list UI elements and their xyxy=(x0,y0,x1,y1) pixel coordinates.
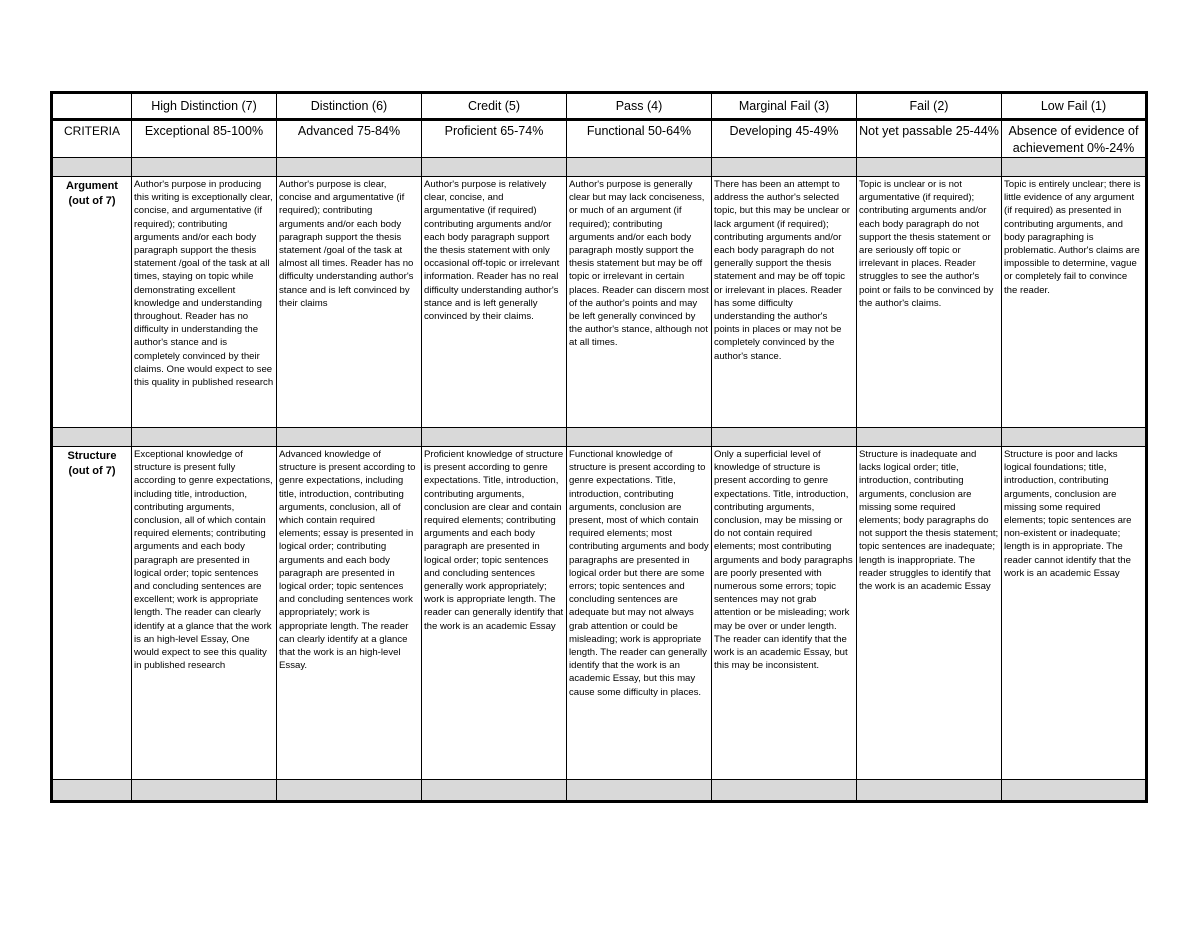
spacer-cell xyxy=(132,428,277,447)
spacer-cell xyxy=(712,428,857,447)
structure-distinction-cell: Advanced knowledge of structure is present according to genre expectations, including title, introduction, contributing arguments, conclusion, all of which contain required elements; essay is presented in logical order; contributing arguments and each body paragraph are presented in logical order; topic sentences and concluding sentences work appropriately; work is appropriate length. The reader can clearly identify at a glance that the work is an high-level Essay. xyxy=(277,447,422,780)
criterion-name: Argument xyxy=(66,180,118,192)
criteria-descriptor-row xyxy=(52,120,1147,158)
spacer-cell xyxy=(857,428,1002,447)
spacer-cell xyxy=(132,158,277,177)
spacer-cell xyxy=(52,780,132,802)
shaded-spacer-row xyxy=(52,428,1147,447)
header-high-distinction: High Distinction (7) xyxy=(132,93,277,120)
criterion-points: (out of 7) xyxy=(68,195,116,207)
structure-marginal-fail-cell: Only a superficial level of knowledge of structure is present according to genre expectations. Title, introduction, contributing arguments, conclusion, may be missing or do not contain required elements; most contributing arguments and body paragraphs are poorly presented with numerous some errors; topic sentences may not grab attention or be misleading; work may be over or under length. The reader can identify that the work is an academic Essay, but this may be inconsistent. xyxy=(712,447,857,780)
spacer-cell xyxy=(857,158,1002,177)
structure-fail-cell: Structure is inadequate and lacks logical order; title, introduction, contributing arguments, conclusion are missing some required elements; body paragraphs do not support the thesis statement; topic sentences are inadequate; length is inappropriate. The reader struggles to identify that the work is an academic Essay xyxy=(857,447,1002,780)
spacer-cell xyxy=(277,428,422,447)
descriptor-functional: Functional 50-64% xyxy=(567,120,712,158)
header-marginal-fail: Marginal Fail (3) xyxy=(712,93,857,120)
argument-pass-cell: Author's purpose is generally clear but may lack conciseness, or much of an argument (if required); contributing arguments and/or each body paragraph mostly support the thesis statement but may be off topic or irrelevant in certain places. Reader can discern most of the author's points and may be left generally convinced by the author's stance, although not at all times. xyxy=(567,177,712,428)
structure-row xyxy=(52,447,1147,780)
criterion-structure xyxy=(52,447,132,780)
structure-high-distinction-cell: Exceptional knowledge of structure is present fully according to genre expectations, including title, introduction, contributing arguments, conclusion, all of which contain required elements; contributing arguments and each body paragraph are presented in logical order; topic sentences and concluding sentences are excellent; work is appropriate length. The reader can clearly identify at a glance that the work is an high-level Essay, One would expect to see this quality in published research xyxy=(132,447,277,780)
rubric-table xyxy=(50,91,1148,803)
criterion-name: Structure xyxy=(67,450,117,462)
header-low-fail: Low Fail (1) xyxy=(1002,93,1147,120)
header-credit: Credit (5) xyxy=(422,93,567,120)
spacer-cell xyxy=(422,780,567,802)
structure-credit-cell: Proficient knowledge of structure is present according to genre expectations. Title, introduction, contributing arguments, conclusion are clear and contain required elements; contributing arguments and each body paragraph are presented in logical order; topic sentences and concluding sentences generally work appropriately; work is appropriate length. The reader can generally identify that the work is an academic Essay xyxy=(422,447,567,780)
spacer-cell xyxy=(52,428,132,447)
grade-header-row xyxy=(52,93,1147,120)
spacer-cell xyxy=(132,780,277,802)
criteria-label: CRITERIA xyxy=(52,120,132,158)
spacer-cell xyxy=(277,158,422,177)
criterion-argument xyxy=(52,177,132,428)
spacer-cell xyxy=(567,780,712,802)
spacer-cell xyxy=(1002,158,1147,177)
descriptor-developing: Developing 45-49% xyxy=(712,120,857,158)
header-pass: Pass (4) xyxy=(567,93,712,120)
descriptor-proficient: Proficient 65-74% xyxy=(422,120,567,158)
spacer-cell xyxy=(1002,780,1147,802)
descriptor-not-yet-passable: Not yet passable 25-44% xyxy=(857,120,1002,158)
spacer-cell xyxy=(422,428,567,447)
argument-high-distinction-cell: Author's purpose in producing this writing is exceptionally clear, concise, and argumentative (if required); contributing arguments and/or each body paragraph support the thesis statement /goal of the task at all times, staying on topic while demonstrating excellent knowledge and understanding throughout. Reader has no difficulty in understanding the author's stance and is completely convinced by their claims. One would expect to see this quality in published research xyxy=(132,177,277,428)
criterion-points: (out of 7) xyxy=(68,465,116,477)
header-corner-cell xyxy=(52,93,132,120)
argument-row xyxy=(52,177,1147,428)
argument-distinction-cell: Author's purpose is clear, concise and argumentative (if required); contributing arguments and/or each body paragraph support the thesis statement /goal of the task at almost all times. Reader has no difficulty understanding author's stance and is left convinced by their claims xyxy=(277,177,422,428)
structure-pass-cell: Functional knowledge of structure is present according to genre expectations. Title, introduction, contributing arguments, conclusion are present, most of which contain required elements; most contributing arguments and body paragraphs are presented in logical order but there are some errors; topic sentences and concluding sentences are adequate but may not always grab attention or could be misleading; work is appropriate length. The reader can generally identify that the work is an academic Essay, but this may cause some difficulty in places. xyxy=(567,447,712,780)
spacer-cell xyxy=(567,158,712,177)
spacer-cell xyxy=(567,428,712,447)
structure-low-fail-cell: Structure is poor and lacks logical foundations; title, introduction, contributing arguments, conclusion are missing some required elements; topic sentences are non-existent or inadequate; length is in appropriate. The reader cannot identify that the work is an academic Essay xyxy=(1002,447,1147,780)
argument-fail-cell: Topic is unclear or is not argumentative (if required); contributing arguments and/or each body paragraph do not support the thesis statement or are seriously off topic or irrelevant in places. Reader struggles to see the author's point or fails to be convinced by the author's claims. xyxy=(857,177,1002,428)
descriptor-advanced: Advanced 75-84% xyxy=(277,120,422,158)
descriptor-exceptional: Exceptional 85-100% xyxy=(132,120,277,158)
spacer-cell xyxy=(857,780,1002,802)
spacer-cell xyxy=(1002,428,1147,447)
argument-credit-cell: Author's purpose is relatively clear, concise, and argumentative (if required) contributing arguments and/or each body paragraph support the thesis statement with only occasional off-topic or irrelevant information. Reader has no real difficulty understanding author's stance and is left generally convinced by their claims. xyxy=(422,177,567,428)
spacer-cell xyxy=(712,780,857,802)
argument-marginal-fail-cell: There has been an attempt to address the author's selected topic, but this may be unclear or lack argument (if required); contributing arguments and/or each body paragraph do not generally support the thesis statement and may be off topic or irrelevant in places. Reader has some difficulty understanding the author's points in places or may not be completely convinced by the author's stance. xyxy=(712,177,857,428)
header-fail: Fail (2) xyxy=(857,93,1002,120)
spacer-cell xyxy=(52,158,132,177)
descriptor-absence-of-evidence: Absence of evidence of achievement 0%-24% xyxy=(1002,120,1147,158)
argument-low-fail-cell: Topic is entirely unclear; there is little evidence of any argument (if required) as presented in contributing arguments, and body paragraphing is problematic. Author's claims are impossible to determine, vague or completely fail to convince the reader. xyxy=(1002,177,1147,428)
shaded-spacer-row xyxy=(52,158,1147,177)
shaded-spacer-row xyxy=(52,780,1147,802)
spacer-cell xyxy=(712,158,857,177)
spacer-cell xyxy=(277,780,422,802)
spacer-cell xyxy=(422,158,567,177)
header-distinction: Distinction (6) xyxy=(277,93,422,120)
